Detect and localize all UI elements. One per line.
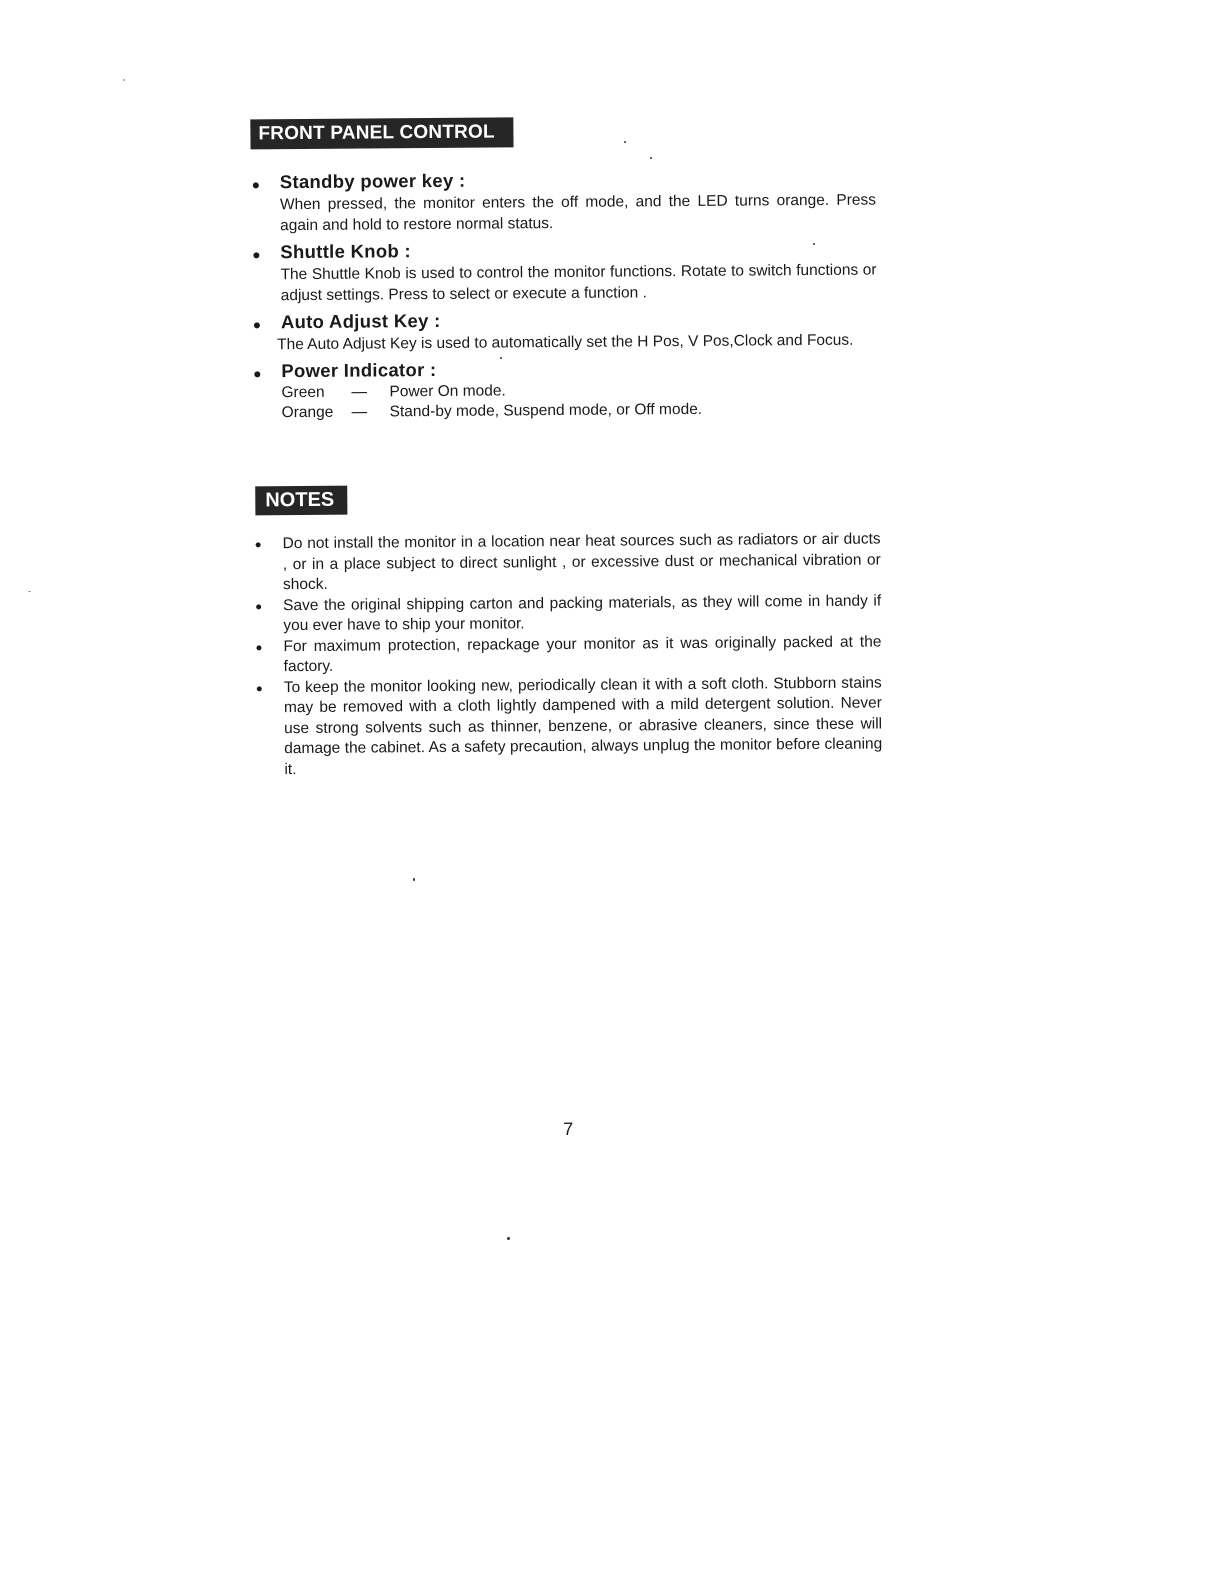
notes-list bbox=[256, 529, 883, 780]
indicator-row-orange bbox=[282, 398, 880, 423]
bullet-icon bbox=[256, 542, 261, 547]
bullet-icon bbox=[256, 604, 261, 609]
indicator-dash: — bbox=[351, 383, 368, 401]
control-title: Shuttle Knob : bbox=[280, 240, 412, 263]
indicator-meaning: Stand-by mode, Suspend mode, or Off mode. bbox=[389, 400, 703, 421]
bullet-icon bbox=[254, 371, 260, 377]
scan-speck bbox=[28, 591, 31, 592]
scan-speck bbox=[624, 141, 626, 143]
scan-speck bbox=[813, 243, 815, 245]
control-description: When pressed, the monitor enters the off mode, and the LED turns orange. Press again and hold to restore normal status. bbox=[279, 191, 877, 235]
scan-speck bbox=[123, 79, 125, 81]
indicator-dash: — bbox=[351, 403, 368, 421]
note-item bbox=[256, 529, 881, 595]
note-text: Do not install the monitor in a location near heat sources such as radiators or air ducts , or in a place subject to direct sunlight , or excessive dust or mechanical vibration or shock. bbox=[282, 530, 881, 594]
bullet-icon bbox=[257, 686, 262, 691]
bullet-icon bbox=[254, 322, 260, 328]
note-item bbox=[257, 673, 883, 780]
scan-speck bbox=[500, 357, 502, 359]
control-description: The Shuttle Knob is used to control the monitor functions. Rotate to switch functions or adjust settings. Press to select or execute a function . bbox=[280, 261, 877, 305]
front-panel-control-heading: FRONT PANEL CONTROL bbox=[250, 117, 513, 149]
control-item-power-indicator bbox=[254, 354, 879, 423]
control-item-shuttle-knob bbox=[253, 235, 878, 306]
indicator-color: Orange bbox=[281, 403, 334, 422]
note-text: Save the original shipping carton and packing materials, as they will come in handy if you ever have to ship your monitor. bbox=[283, 591, 882, 635]
bullet-icon bbox=[253, 252, 259, 258]
control-title: Standby power key : bbox=[279, 169, 466, 193]
control-title: Auto Adjust Key : bbox=[280, 309, 441, 333]
note-item bbox=[256, 591, 881, 637]
note-text: To keep the monitor looking new, periodically clean it with a soft cloth. Stubborn stains may be removed with a cloth lightly dampened with a mild detergent solution. Never use strong solvents such as thinner, benzene, or abrasive cleaners, since these will damage the cabinet. As a safety precaution, always unplug the monitor before cleaning it. bbox=[283, 673, 883, 778]
note-item bbox=[256, 632, 881, 678]
control-title: Power Indicator : bbox=[281, 358, 437, 382]
front-panel-control-list bbox=[253, 165, 880, 423]
control-description: The Auto Adjust Key is used to automatically set the H Pos, V Pos,Clock and Focus. bbox=[277, 331, 854, 354]
page-number: 7 bbox=[563, 1118, 574, 1139]
indicator-meaning: Power On mode. bbox=[389, 382, 506, 401]
control-item-auto-adjust bbox=[254, 305, 879, 355]
indicator-color: Green bbox=[281, 383, 325, 402]
bullet-icon bbox=[256, 645, 261, 650]
bullet-icon bbox=[253, 182, 259, 188]
notes-heading: NOTES bbox=[255, 486, 347, 516]
note-text: For maximum protection, repackage your monitor as it was originally packed at the factory. bbox=[283, 632, 882, 676]
scan-speck bbox=[413, 878, 415, 881]
control-item-standby bbox=[253, 165, 878, 236]
scan-speck bbox=[650, 157, 652, 159]
scan-speck bbox=[507, 1237, 510, 1240]
